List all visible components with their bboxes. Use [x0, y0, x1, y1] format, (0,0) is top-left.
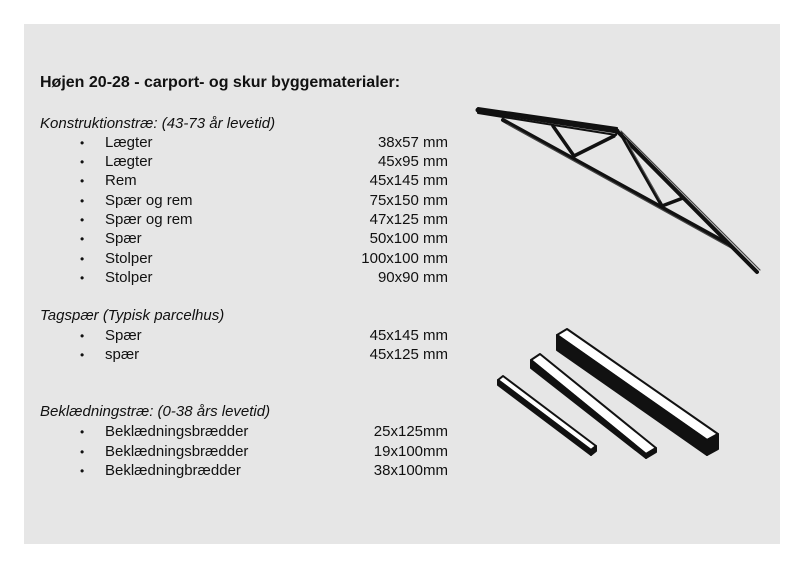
item-dimension: 45x125 mm [369, 346, 448, 363]
item-name: Lægter [105, 134, 153, 151]
item-dimension: 90x90 mm [377, 269, 448, 286]
list-item [80, 345, 448, 365]
item-name: Stolper [105, 250, 153, 267]
roof-truss-icon [470, 100, 770, 285]
page-title: Højen 20-28 - carport- og skur byggematerialer: [40, 74, 401, 91]
lumber-beams-icon [490, 325, 725, 460]
item-dimension: 19x100mm [373, 443, 448, 460]
item-name: Lægter [105, 153, 153, 170]
bullet: • [80, 445, 85, 459]
item-dimension: 45x145 mm [369, 172, 448, 189]
bullet: • [80, 174, 85, 188]
bullet: • [80, 252, 85, 266]
item-name: Beklædningbrædder [105, 462, 241, 479]
bullet: • [80, 271, 85, 285]
item-name: Beklædningsbrædder [105, 443, 249, 460]
list-item [80, 442, 448, 462]
list-item [80, 422, 448, 442]
bullet: • [80, 213, 85, 227]
item-name: Spær [105, 327, 142, 344]
bullet: • [80, 464, 85, 478]
item-dimension: 75x150 mm [369, 192, 448, 209]
list-item [80, 152, 448, 172]
bullet: • [80, 425, 85, 439]
item-name: Beklædningsbrædder [105, 423, 249, 440]
item-dimension: 45x145 mm [369, 327, 448, 344]
item-dimension: 38x100mm [373, 462, 448, 479]
item-dimension: 50x100 mm [369, 230, 448, 247]
bullet: • [80, 155, 85, 169]
item-name: spær [105, 346, 140, 363]
item-dimension: 38x57 mm [377, 134, 448, 151]
section-heading-beklaedningstrae: Beklædningstræ: (0-38 års levetid) [40, 403, 271, 420]
list-item [80, 210, 448, 230]
list-item [80, 249, 448, 269]
item-name: Spær og rem [105, 192, 193, 209]
item-name: Spær [105, 230, 142, 247]
bullet: • [80, 329, 85, 343]
bullet: • [80, 348, 85, 362]
item-dimension: 45x95 mm [377, 153, 448, 170]
item-name: Rem [105, 172, 137, 189]
list-item [80, 133, 448, 153]
item-dimension: 100x100 mm [361, 250, 448, 267]
bullet: • [80, 194, 85, 208]
item-dimension: 25x125mm [373, 423, 448, 440]
list-item [80, 191, 448, 211]
section-heading-tagspaer: Tagspær (Typisk parcelhus) [40, 307, 225, 324]
section-heading-konstruktionstrae: Konstruktionstræ: (43-73 år levetid) [40, 115, 276, 132]
list-item [80, 461, 448, 481]
list-item [80, 326, 448, 346]
item-dimension: 47x125 mm [369, 211, 448, 228]
bullet: • [80, 232, 85, 246]
item-name: Stolper [105, 269, 153, 286]
item-name: Spær og rem [105, 211, 193, 228]
list-item [80, 268, 448, 288]
list-item [80, 229, 448, 249]
list-item [80, 171, 448, 191]
bullet: • [80, 136, 85, 150]
